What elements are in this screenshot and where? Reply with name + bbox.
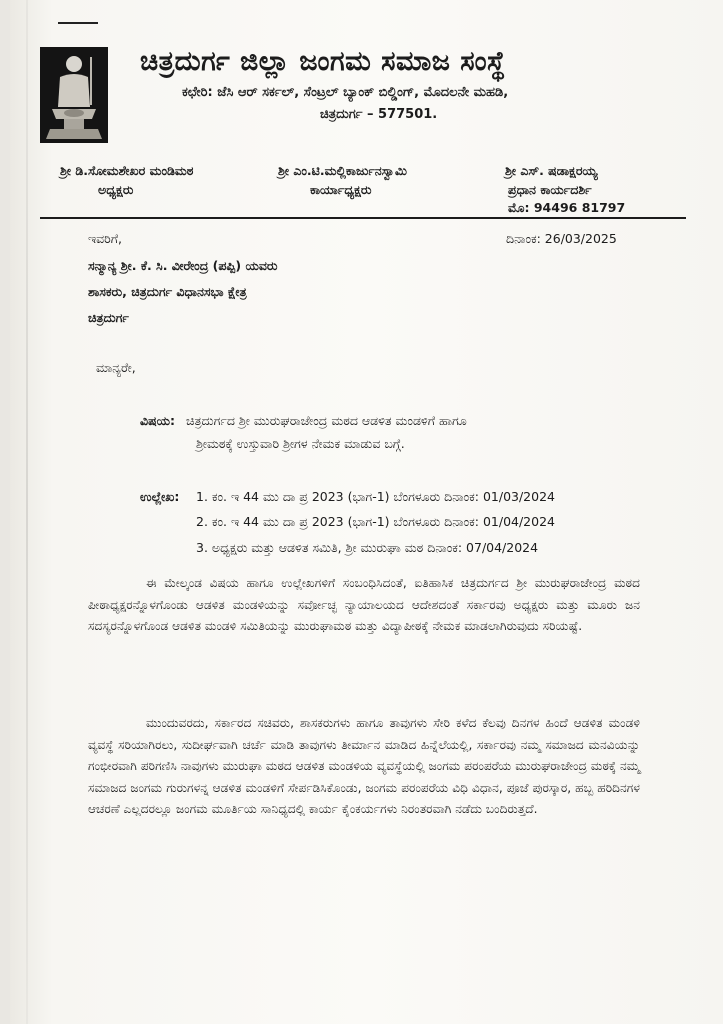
to-label: ಇವರಿಗೆ,: [88, 231, 122, 246]
swamiji-portrait-logo: [40, 47, 108, 143]
body-paragraph-1: [88, 573, 640, 638]
working-president-name: ಶ್ರೀ ಎಂ.ಟಿ.ಮಲ್ಲಿಕಾರ್ಜುನಸ್ವಾಮಿ: [278, 163, 407, 178]
body-paragraph-2-text: ಮುಂದುವರದು, ಸರ್ಕಾರದ ಸಚಿವರು, ಶಾಸಕರುಗಳು ಹಾಗೂ ತಾವುಗಳು ಸೇರಿ ಕಳೆದ ಕೆಲವು ದಿನಗಳ ಹಿಂದೆ ಆಡಳಿತ ಮಂಡಳಿ ವ್ಯವಸ್ಥೆ ಸರಿಯಾಗಿರಲು, ಸುದೀರ್ಘವಾಗಿ ಚರ್ಚೆ ಮಾಡಿ ತಾವುಗಳು ತೀರ್ಮಾನ ಮಾಡಿದ ಹಿನ್ನೆಲೆಯಲ್ಲಿ, ಸರ್ಕಾರವು ನಮ್ಮ ಸಮಾಜದ ಮನವಿಯನ್ನು ಗಂಭೀರವಾಗಿ ಪರಿಗಣಿಸಿ ನಾವುಗಳು ಮುರುಘಾ ಮಠದ ಆಡಳಿತ ಮಂಡಳಿಯ ವ್ಯವಸ್ಥೆಯಲ್ಲಿ ಜಂಗಮ ಪರಂಪರೆಯ ಮುರುಘರಾಜೇಂದ್ರ ಮಠಕ್ಕೆ ನಮ್ಮ ಸಮಾಜದ ಜಂಗಮ ಗುರುಗಳನ್ನ ಆಡಳಿತ ಮಂಡಳಿಗೆ ಸೇರ್ಪಡಿಸಿಕೊಂಡು, ಜಂಗಮ ಪರಂಪರೆಯ ವಿಧಿ ವಿಧಾನ, ಪೂಜೆ ಪುರಸ್ಕಾರ, ಹಬ್ಬ ಹರಿದಿನಗಳ ಆಚರಣೆ ಎಲ್ಲದರಲ್ಲೂ ಜಂಗಮ ಮೂರ್ತಿಯ ಸಾನಿಧ್ಯದಲ್ಲಿ ಕಾರ್ಯ ಕೈಂಕರ್ಯಗಳು ನಿರಂತರವಾಗಿ ನಡೆದು ಬಂದಿರುತ್ತದೆ.: [88, 716, 640, 816]
letter-page: [10, 0, 723, 1024]
address-line-2: ಚಿತ್ರದುರ್ಗ – 577501.: [320, 107, 438, 122]
recipient-name: ಸನ್ಮಾನ್ಯ ಶ್ರೀ. ಕೆ. ಸಿ. ವೀರೇಂದ್ರ (ಪಪ್ಪಿ) ಯವರು: [88, 258, 278, 273]
page-fold-shadow: [26, 0, 28, 1024]
working-president-role: ಕಾರ್ಯಾಧ್ಯಕ್ಷರು: [310, 182, 372, 197]
address-line-1: ಕಛೇರಿ: ಜೆಸಿ ಆರ್ ಸರ್ಕಲ್, ಸೆಂಟ್ರಲ್ ಬ್ಯಾಂಕ್ ಬಿಲ್ಡಿಂಗ್, ಮೊದಲನೇ ಮಹಡಿ,: [182, 85, 509, 100]
header-divider: [40, 217, 686, 219]
reference-label: ಉಲ್ಲೇಖ:: [140, 489, 180, 504]
secretary-phone: ಮೊ: 94496 81797: [508, 200, 626, 215]
subject-line-2: ಶ್ರೀಮಠಕ್ಕೆ ಉಸ್ತುವಾರಿ ಶ್ರೀಗಳ ನೇಮಕ ಮಾಡುವ ಬಗ್ಗೆ.: [196, 436, 405, 451]
organization-name: ಚಿತ್ರದುರ್ಗ ಜಿಲ್ಲಾ ಜಂಗಮ ಸಮಾಜ ಸಂಸ್ಥೆ: [140, 46, 506, 77]
body-paragraph-2: [88, 713, 640, 821]
recipient-place: ಚಿತ್ರದುರ್ಗ: [88, 310, 129, 325]
secretary-role: ಪ್ರಧಾನ ಕಾರ್ಯದರ್ಶಿ: [508, 182, 592, 197]
reference-item: 3. ಅಧ್ಯಕ್ಷರು ಮತ್ತು ಆಡಳಿತ ಸಮಿತಿ, ಶ್ರೀ ಮುರುಘಾ ಮಠ ದಿನಾಂಕ: 07/04/2024: [196, 540, 539, 555]
secretary-name: ಶ್ರೀ ಎಸ್. ಷಡಾಕ್ಷರಯ್ಯ: [505, 163, 598, 178]
recipient-designation: ಶಾಸಕರು, ಚಿತ್ರದುರ್ಗ ವಿಧಾನಸಭಾ ಕ್ಷೇತ್ರ: [88, 284, 247, 299]
president-role: ಅಧ್ಯಕ್ಷರು: [98, 182, 134, 197]
letter-date: ದಿನಾಂಕ: 26/03/2025: [506, 231, 617, 246]
reference-item: 2. ಕಂ. ಇ 44 ಮು ದಾ ಪ್ರ 2023 (ಭಾಗ-1) ಬೆಂಗಳೂರು ದಿನಾಂಕ: 01/04/2024: [196, 514, 555, 529]
pen-mark: [58, 22, 98, 24]
subject-line-1: ಚಿತ್ರದುರ್ಗದ ಶ್ರೀ ಮುರುಘರಾಜೇಂದ್ರ ಮಠದ ಆಡಳಿತ ಮಂಡಳಿಗೆ ಹಾಗೂ: [186, 413, 467, 428]
salutation: ಮಾನ್ಯರೇ,: [96, 360, 136, 375]
president-name: ಶ್ರೀ ಡಿ.ಸೋಮಶೇಖರ ಮಂಡಿಮಠ: [60, 163, 194, 178]
body-paragraph-1-text: ಈ ಮೇಲ್ಕಂಡ ವಿಷಯ ಹಾಗೂ ಉಲ್ಲೇಖಗಳಿಗೆ ಸಂಬಂಧಿಸಿದಂತೆ, ಐತಿಹಾಸಿಕ ಚಿತ್ರದುರ್ಗದ ಶ್ರೀ ಮುರುಘರಾಜೇಂದ್ರ ಮಠದ ಪೀಠಾಧ್ಯಕ್ಷರನ್ನೊಳಗೊಂಡು ಆಡಳಿತ ಮಂಡಳಿಯನ್ನು ಸರ್ವೋಚ್ಛ ನ್ಯಾಯಾಲಯದ ಆದೇಶದಂತೆ ಸರ್ಕಾರವು ಅಧ್ಯಕ್ಷರು ಮತ್ತು ಮೂರು ಜನ ಸದಸ್ಯರನ್ನೊಳಗೊಂಡ ಆಡಳಿತ ಮಂಡಳಿ ಸಮಿತಿಯನ್ನು ಮುರುಘಾಮಠ ಮತ್ತು ವಿದ್ಯಾಪೀಠಕ್ಕೆ ನೇಮಕ ಮಾಡಲಾಗಿರುವುದು ಸರಿಯಷ್ಟೆ.: [88, 576, 640, 633]
subject-label: ವಿಷಯ:: [140, 413, 175, 428]
reference-item: 1. ಕಂ. ಇ 44 ಮು ದಾ ಪ್ರ 2023 (ಭಾಗ-1) ಬೆಂಗಳೂರು ದಿನಾಂಕ: 01/03/2024: [196, 489, 555, 504]
